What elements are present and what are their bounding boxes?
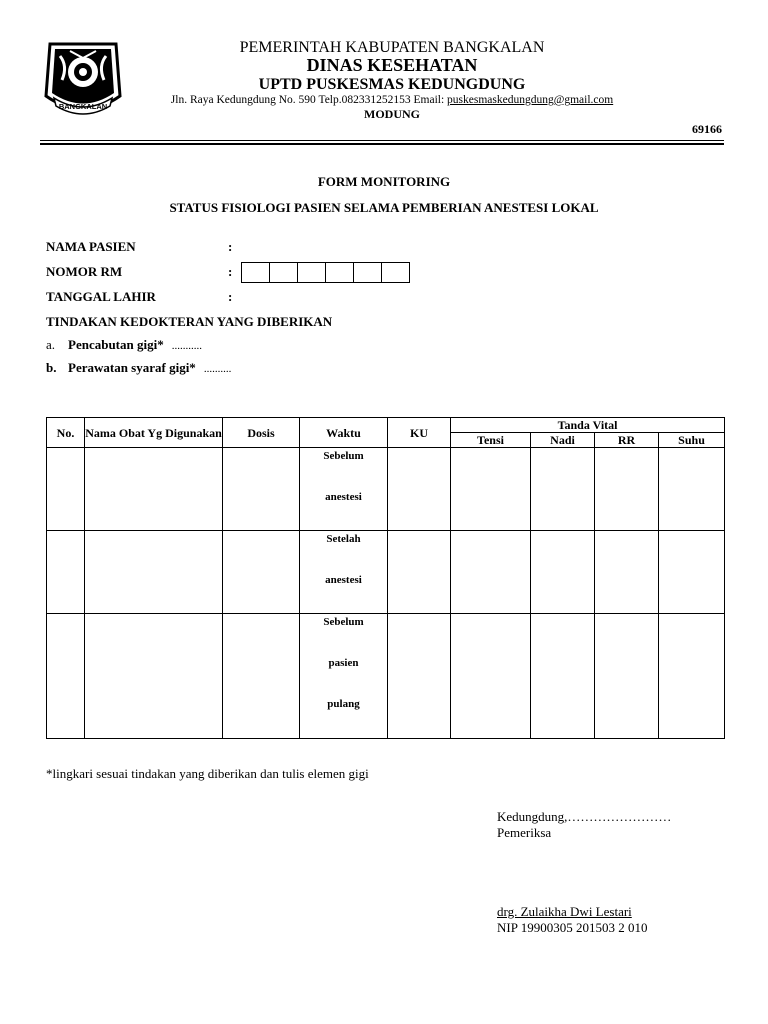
header-unit: UPTD PUSKESMAS KEDUNGDUNG xyxy=(258,76,526,93)
colon: : xyxy=(228,289,233,304)
cell-nama-obat[interactable] xyxy=(85,614,223,739)
cell-waktu xyxy=(300,448,388,531)
cell-no[interactable] xyxy=(47,614,85,739)
signature-nip: NIP 19900305 201503 2 010 xyxy=(497,920,648,935)
waktu-text: Sebelum xyxy=(323,450,364,462)
col-header-no: No. xyxy=(47,418,85,448)
header-divider-thick xyxy=(40,143,724,145)
header-address xyxy=(130,94,654,106)
cell-suhu[interactable] xyxy=(659,614,725,739)
header-government: PEMERINTAH KABUPATEN BANGKALAN xyxy=(239,39,545,56)
cell-nadi[interactable] xyxy=(531,448,595,531)
cell-dosis[interactable] xyxy=(223,531,300,614)
svg-text:BANGKALAN: BANGKALAN xyxy=(58,102,108,111)
table-row xyxy=(47,531,725,614)
rm-digit-box[interactable] xyxy=(241,262,270,283)
col-header-tanda-vital: Tanda Vital xyxy=(451,418,725,433)
nomor-rm-boxes[interactable] xyxy=(241,262,410,283)
cell-tensi[interactable] xyxy=(451,448,531,531)
table-row xyxy=(47,448,725,531)
tindakan-option-a[interactable] xyxy=(46,337,202,353)
cell-suhu[interactable] xyxy=(659,448,725,531)
label-nama-pasien: NAMA PASIEN xyxy=(46,239,136,254)
waktu-text: anestesi xyxy=(325,491,362,503)
cell-nadi[interactable] xyxy=(531,531,595,614)
rm-digit-box[interactable] xyxy=(325,262,354,283)
option-label: Perawatan syaraf gigi* xyxy=(68,360,196,375)
rm-digit-box[interactable] xyxy=(269,262,298,283)
tindakan-option-b[interactable] xyxy=(46,360,231,376)
rm-digit-box[interactable] xyxy=(381,262,410,283)
cell-no[interactable] xyxy=(47,531,85,614)
cell-suhu[interactable] xyxy=(659,531,725,614)
form-subtitle: STATUS FISIOLOGI PASIEN SELAMA PEMBERIAN ANESTESI LOKAL xyxy=(169,200,599,215)
table-row xyxy=(47,614,725,739)
cell-tensi[interactable] xyxy=(451,614,531,739)
label-nomor-rm: NOMOR RM xyxy=(46,264,123,279)
cell-dosis[interactable] xyxy=(223,614,300,739)
rm-digit-box[interactable] xyxy=(353,262,382,283)
cell-nadi[interactable] xyxy=(531,614,595,739)
waktu-text: Sebelum xyxy=(323,616,364,628)
cell-waktu xyxy=(300,531,388,614)
email-link[interactable]: puskesmaskedungdung@gmail.com xyxy=(447,94,614,106)
cell-nama-obat[interactable] xyxy=(85,531,223,614)
col-header-suhu: Suhu xyxy=(659,433,725,448)
cell-waktu xyxy=(300,614,388,739)
col-header-nama-obat: Nama Obat Yg Digunakan xyxy=(85,418,223,448)
col-header-tensi: Tensi xyxy=(451,433,531,448)
col-header-rr: RR xyxy=(595,433,659,448)
cell-rr[interactable] xyxy=(595,531,659,614)
cell-tensi[interactable] xyxy=(451,531,531,614)
cell-ku[interactable] xyxy=(388,614,451,739)
cell-nama-obat[interactable] xyxy=(85,448,223,531)
cell-ku[interactable] xyxy=(388,531,451,614)
tindakan-heading: TINDAKAN KEDOKTERAN YANG DIBERIKAN xyxy=(46,314,333,329)
bangkalan-emblem-logo xyxy=(40,36,126,120)
signature-name: drg. Zulaikha Dwi Lestari xyxy=(497,904,632,919)
option-dots: ........... xyxy=(171,340,202,352)
col-header-ku: KU xyxy=(388,418,451,448)
waktu-text: pulang xyxy=(327,698,360,710)
header-department: DINAS KESEHATAN xyxy=(306,55,478,75)
colon: : xyxy=(228,239,233,254)
label-tanggal-lahir: TANGGAL LAHIR xyxy=(46,289,156,304)
option-marker: b. xyxy=(46,360,57,375)
col-header-nadi: Nadi xyxy=(531,433,595,448)
waktu-text: Setelah xyxy=(326,533,361,545)
colon: : xyxy=(228,264,233,279)
waktu-text: anestesi xyxy=(325,574,362,586)
monitoring-table xyxy=(46,417,725,739)
option-marker: a. xyxy=(46,337,56,352)
option-label: Pencabutan gigi* xyxy=(68,337,164,352)
footnote: *lingkari sesuai tindakan yang diberikan dan tulis elemen gigi xyxy=(46,766,369,781)
cell-rr[interactable] xyxy=(595,448,659,531)
address-text: Jln. Raya Kedungdung No. 590 Telp.082331252153 Email: xyxy=(170,94,448,106)
signature-role: Pemeriksa xyxy=(497,825,552,840)
header-divider xyxy=(40,140,724,141)
cell-dosis[interactable] xyxy=(223,448,300,531)
cell-no[interactable] xyxy=(47,448,85,531)
col-header-dosis: Dosis xyxy=(223,418,300,448)
option-dots: .......... xyxy=(203,363,232,375)
postal-code: 69166 xyxy=(692,122,722,136)
waktu-text: pasien xyxy=(328,657,359,669)
col-header-waktu: Waktu xyxy=(300,418,388,448)
cell-rr[interactable] xyxy=(595,614,659,739)
form-title: FORM MONITORING xyxy=(317,174,451,189)
cell-ku[interactable] xyxy=(388,448,451,531)
table-header-row xyxy=(47,418,725,433)
signature-place-date: Kedungdung,…………………… xyxy=(497,809,672,824)
rm-digit-box[interactable] xyxy=(297,262,326,283)
header-city: MODUNG xyxy=(364,107,420,121)
